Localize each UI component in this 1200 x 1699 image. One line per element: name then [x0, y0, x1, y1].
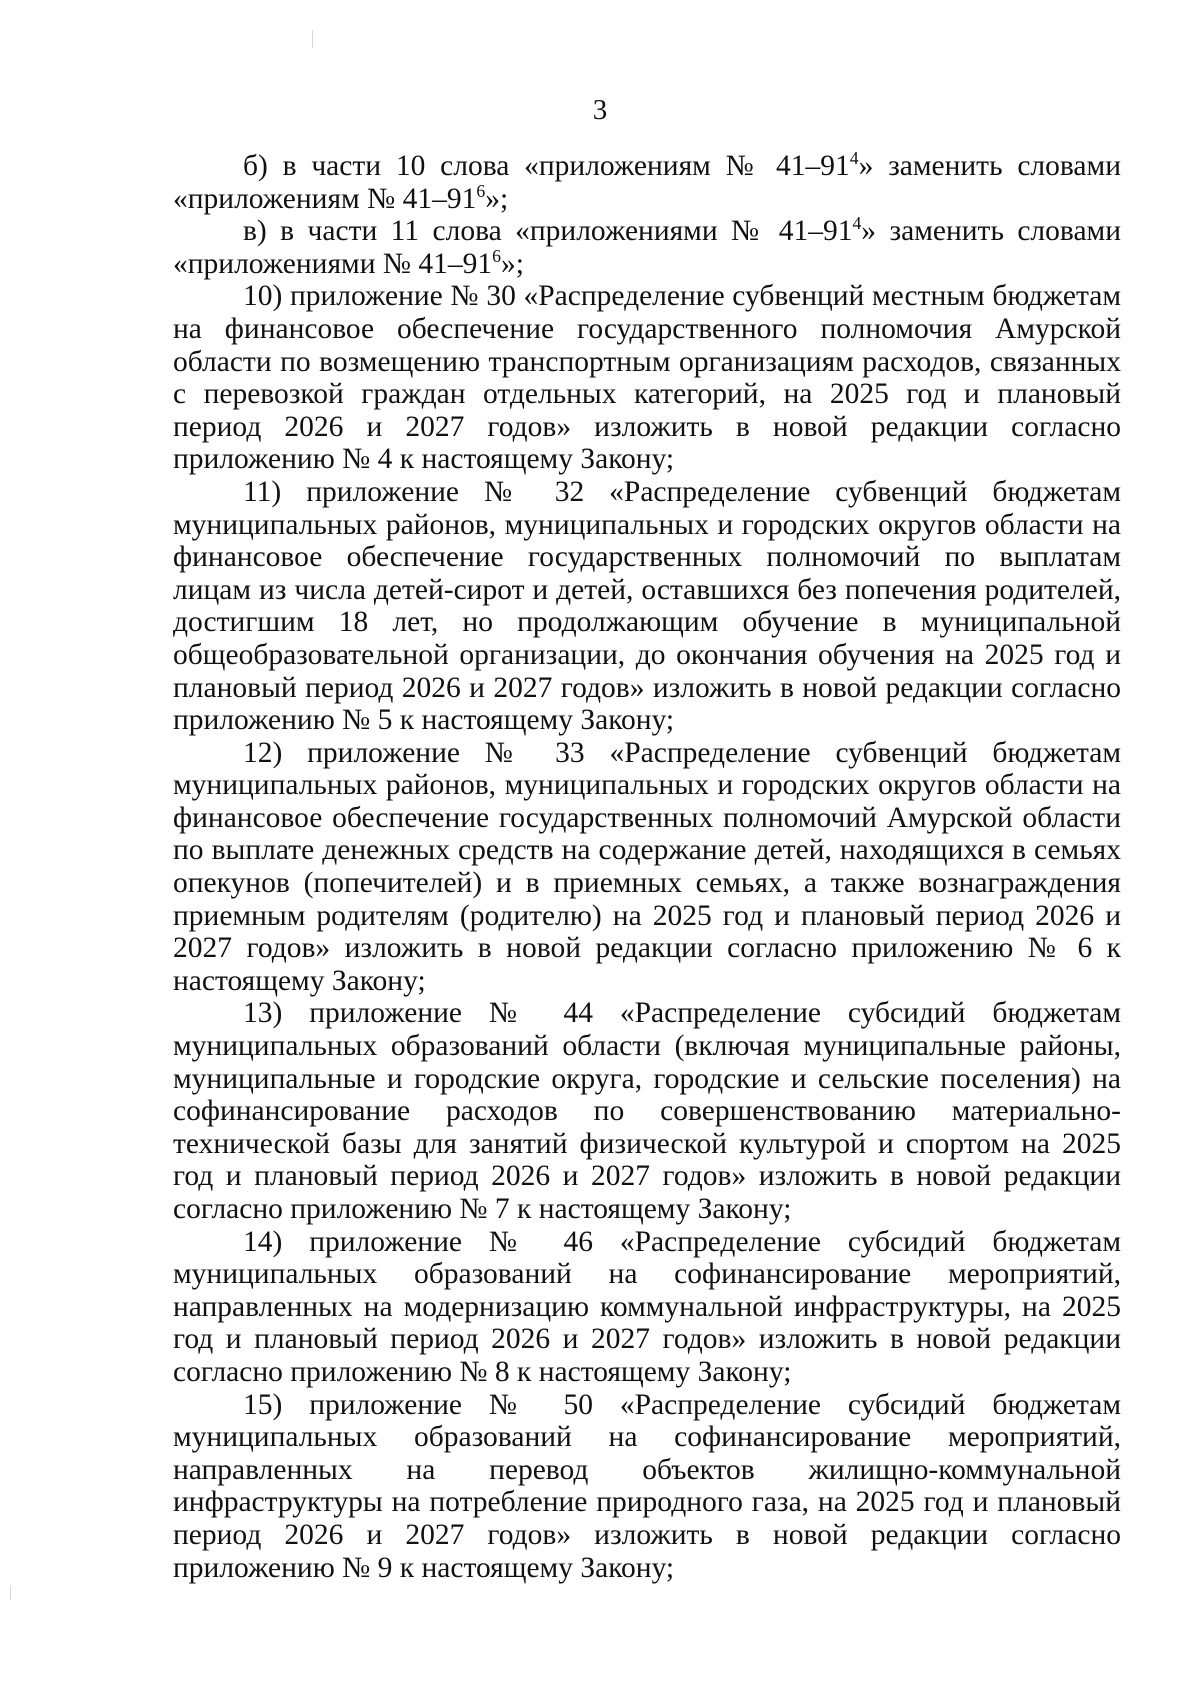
scan-artifact	[10, 1586, 11, 1600]
paragraph-item-10: 10) приложение № 30 «Распределение субвенций местным бюджетам на финансовое обеспечение государственного полномочия Амурской области по возмещению транспортным организациям расходов, связанных с перевозкой граждан отдельных категорий, на 2025 год и плановый период 2026 и 2027 годов» изложить в новой редакции согласно приложению № 4 к настоящему Закону;	[173, 280, 1121, 476]
paragraph-item-15: 15) приложение № 50 «Распределение субсидий бюджетам муниципальных образований на софинансирование мероприятий, направленных на перевод объектов жилищно-коммунальной инфраструктуры на потребление природного газа, на 2025 год и плановый период 2026 и 2027 годов» изложить в новой редакции согласно приложению № 9 к настоящему Закону;	[173, 1388, 1121, 1584]
paragraph-item-b	[173, 150, 1121, 215]
item-b-superscript-new: 6	[476, 180, 486, 201]
paragraph-item-14: 14) приложение № 46 «Распределение субсидий бюджетам муниципальных образований на софинансирование мероприятий, направленных на модернизацию коммунальной инфраструктуры, на 2025 год и плановый период 2026 и 2027 годов» изложить в новой редакции согласно приложению № 8 к настоящему Закону;	[173, 1225, 1121, 1388]
item-v-superscript-new: 6	[492, 245, 501, 266]
item-v-text-start: в) в части 11 слова «приложениями № 41–91	[243, 215, 853, 248]
paragraph-item-13: 13) приложение № 44 «Распределение субсидий бюджетам муниципальных образований области (включая муниципальные районы, муниципальные и городские округа, городские и сельские поселения) на софинансирование расходов по совершенствованию материально-технической базы для занятий физической культурой и спортом на 2025 год и плановый период 2026 и 2027 годов» изложить в новой редакции согласно приложению № 7 к настоящему Закону;	[173, 997, 1121, 1225]
item-v-text-middle: » заменить словами «приложениями № 41–91	[173, 215, 1121, 280]
item-b-text-start: б) в части 10 слова «приложениям № 41–91	[243, 150, 850, 182]
scan-artifact	[312, 30, 313, 48]
item-v-superscript-old: 4	[852, 213, 862, 234]
page-number: 3	[592, 94, 608, 126]
paragraph-item-12: 12) приложение № 33 «Распределение субвенций бюджетам муниципальных районов, муниципальных и городских округов области на финансовое обеспечение государственных полномочий Амурской области по выплате денежных средств на содержание детей, находящихся в семьях опекунов (попечителей) и в приемных семьях, а также вознаграждения приемным родителям (родителю) на 2025 год и плановый период 2026 и 2027 годов» изложить в новой редакции согласно приложению № 6 к настоящему Закону;	[173, 736, 1121, 997]
item-b-text-end: »;	[485, 182, 509, 215]
paragraph-item-v	[173, 215, 1121, 280]
item-v-text-end: »;	[501, 247, 524, 280]
item-b-text-middle: » заменить словами «приложениям № 41–91	[173, 150, 1121, 215]
document-body	[173, 150, 1121, 1584]
item-b-superscript-old: 4	[849, 148, 859, 169]
paragraph-item-11: 11) приложение № 32 «Распределение субвенций бюджетам муниципальных районов, муниципальных и городских округов области на финансовое обеспечение государственных полномочий по выплатам лицам из числа детей-сирот и детей, оставшихся без попечения родителей, достигшим 18 лет, но продолжающим обучение в муниципальной общеобразовательной организации, до окончания обучения на 2025 год и плановый период 2026 и 2027 годов» изложить в новой редакции согласно приложению № 5 к настоящему Закону;	[173, 475, 1121, 737]
